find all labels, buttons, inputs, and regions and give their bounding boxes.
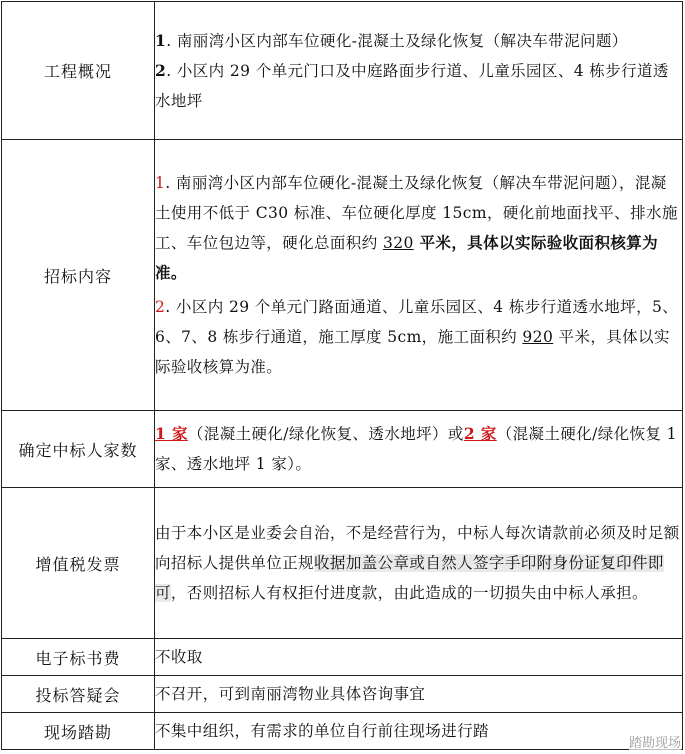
table-row — [2, 488, 683, 639]
row-content: 1 家（混凝土硬化/绿化恢复、透水地坪）或2 家（混凝土硬化/绿化恢复 1 家、透水地坪 1 家）。 — [155, 411, 683, 488]
winner-count-1: 1 家 — [155, 424, 188, 443]
table-row — [2, 676, 683, 713]
table-row — [2, 2, 683, 140]
overview-line-2: 2. 小区内 29 个单元门口及中庭路面步行道、儿童乐园区、4 栋步行道透水地坪 — [155, 60, 669, 110]
row-content — [155, 2, 683, 140]
row-content: 不集中组织，有需求的单位自行前往现场进行踏 — [155, 713, 683, 750]
row-label: 招标内容 — [2, 140, 155, 411]
row-content: 不收取 — [155, 639, 683, 676]
table-row — [2, 140, 683, 411]
row-content — [155, 140, 683, 411]
bid-content-paragraph-2: 2. 小区内 29 个单元门路面通道、儿童乐园区、4 栋步行道透水地坪，5、6、7、8 栋步行通道，施工厚度 5cm，施工面积约 920 平米，具体以实际验收核算为准。 — [155, 298, 679, 376]
winner-count-2: 2 家 — [463, 424, 497, 443]
row-label: 电子标书费 — [2, 639, 155, 676]
row-label: 工程概况 — [2, 2, 155, 140]
row-label: 投标答疑会 — [2, 676, 155, 713]
area-value: 320 — [382, 234, 414, 252]
table-row — [2, 411, 683, 488]
table-row — [2, 639, 683, 676]
row-content: 由于本小区是业委会自治，不是经营行为，中标人每次请款前必须及时足额向招标人提供单位正规收据加盖公章或自然人签字手印附身份证复印件即可，否则招标人有权拒付进度款，由此造成的一切损失由中标人承担。 — [155, 488, 683, 639]
row-label: 确定中标人家数 — [2, 411, 155, 488]
watermark: 踏勘现场 — [629, 732, 681, 751]
row-label: 现场踏勘 — [2, 713, 155, 750]
table-row — [2, 713, 683, 750]
overview-line-1: 1. 南丽湾小区内部车位硬化-混凝土及绿化恢复（解决车带泥问题） — [155, 30, 628, 50]
tender-info-table — [1, 1, 683, 750]
area-value: 920 — [522, 328, 554, 346]
row-content: 不召开，可到南丽湾物业具体咨询事宜 — [155, 676, 683, 713]
bid-content-paragraph-1: 1. 南丽湾小区内部车位硬化-混凝土及绿化恢复（解决车带泥问题），混凝土使用不低于 C30 标准、车位硬化厚度 15cm，硬化前地面找平、排水施工、车位包边等，硬化总面积约 320 平米，具体以实际验收面积核算为准。 — [155, 174, 678, 282]
row-label: 增值税发票 — [2, 488, 155, 639]
highlighted-text: 收据加盖公章或自然人签字手印附身份证复印件即可 — [155, 554, 664, 602]
